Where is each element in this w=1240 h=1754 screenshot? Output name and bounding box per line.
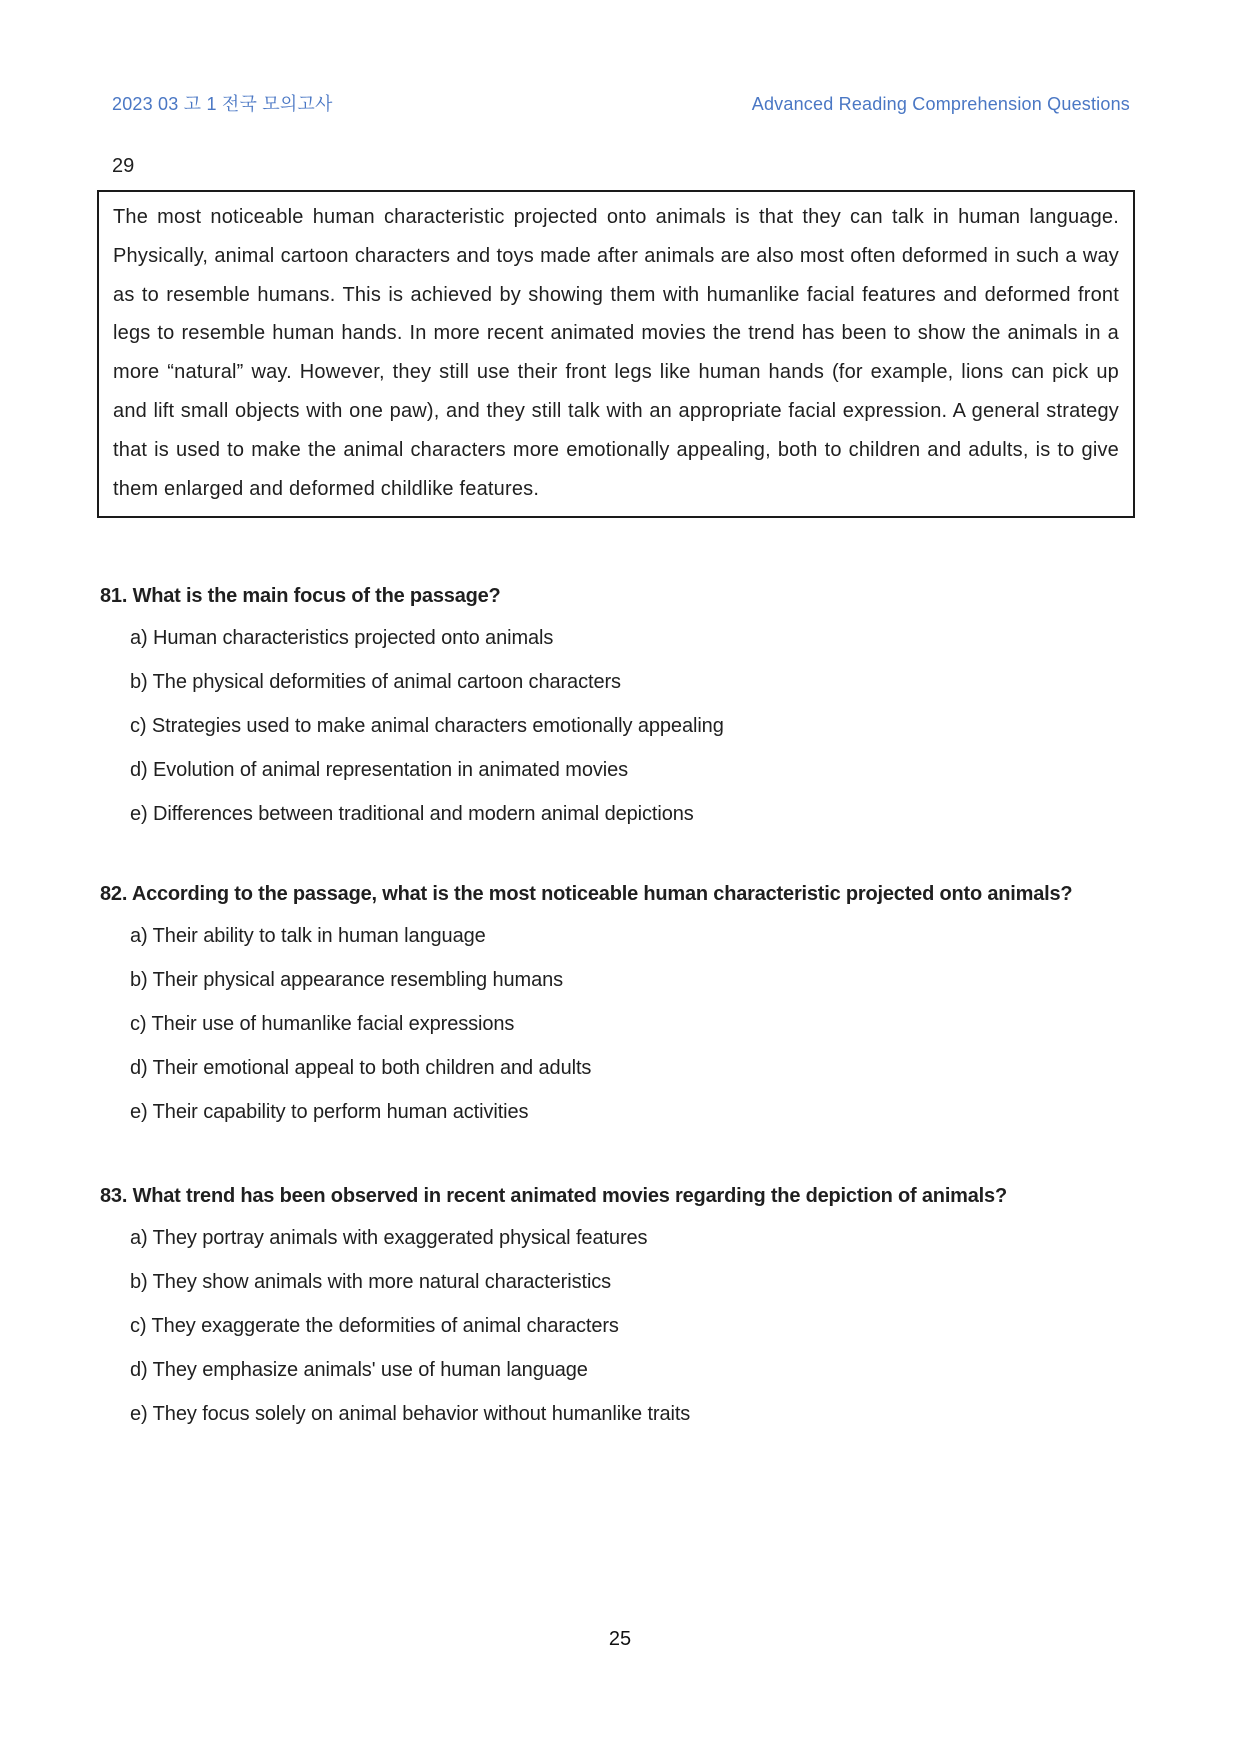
- header-section-title: Advanced Reading Comprehension Questions: [751, 94, 1130, 114]
- page-number: 25: [608, 1628, 632, 1650]
- question-82-option-a: a) Their ability to talk in human language: [130, 925, 486, 948]
- question-82-option-b: b) Their physical appearance resembling humans: [130, 969, 564, 992]
- passage-text: The most noticeable human characteristic projected onto animals is that they can talk in human language. Physically, animal cartoon characters and toys made after animals are also most often deformed in such a way as to resemble humans. This is achieved by showing them with humanlike facial features and deformed front legs to resemble human hands. In more recent animated movies the trend has been to show the animals in a more “natural” way. However, they still use their front legs like human hands (for example, lions can pick up and lift small objects with one paw), and they still talk with an appropriate facial expression. A general strategy that is used to make the animal characters more emotionally appealing, both to children and adults, is to give them enlarged and deformed childlike features.: [113, 206, 1119, 500]
- passage-number: 29: [112, 155, 135, 177]
- page-content: [0, 155, 1240, 1436]
- question-82-number: 82.: [100, 883, 128, 906]
- question-81-option-a: a) Human characteristics projected onto animals: [130, 627, 554, 650]
- question-83-number: 83.: [100, 1185, 128, 1208]
- question-81-option-d: d) Evolution of animal representation in animated movies: [130, 759, 629, 782]
- question-82: [100, 874, 1135, 1134]
- question-83-option-c: c) They exaggerate the deformities of animal characters: [130, 1315, 619, 1338]
- question-82-option-c: c) Their use of humanlike facial expressions: [130, 1013, 515, 1036]
- question-83: [100, 1176, 1135, 1436]
- question-81: [100, 576, 1135, 836]
- question-83-stem: [100, 1176, 1135, 1216]
- question-82-option-e: e) Their capability to perform human activities: [130, 1101, 529, 1124]
- question-83-option-e: e) They focus solely on animal behavior without humanlike traits: [130, 1403, 691, 1426]
- question-81-option-b: b) The physical deformities of animal cartoon characters: [130, 671, 621, 694]
- page-header: [112, 90, 1130, 116]
- question-81-option-c: c) Strategies used to make animal characters emotionally appealing: [130, 715, 724, 738]
- question-83-option-d: d) They emphasize animals' use of human language: [130, 1359, 588, 1382]
- question-81-stem: [100, 576, 1135, 616]
- question-81-text: What is the main focus of the passage?: [132, 585, 501, 608]
- question-82-option-d: d) Their emotional appeal to both children and adults: [130, 1057, 592, 1080]
- question-81-number: 81.: [100, 585, 128, 608]
- question-82-text: According to the passage, what is the most noticeable human characteristic projected onto animals?: [131, 883, 1073, 906]
- question-82-stem: [100, 874, 1135, 914]
- question-81-option-e: e) Differences between traditional and modern animal depictions: [130, 803, 694, 826]
- question-83-text: What trend has been observed in recent animated movies regarding the depiction of animals?: [132, 1185, 1007, 1208]
- passage-box: [97, 190, 1135, 518]
- question-83-option-a: a) They portray animals with exaggerated physical features: [130, 1227, 648, 1250]
- question-83-option-b: b) They show animals with more natural characteristics: [130, 1271, 612, 1294]
- header-exam-title: 2023 03 고 1 전국 모의고사: [112, 94, 333, 114]
